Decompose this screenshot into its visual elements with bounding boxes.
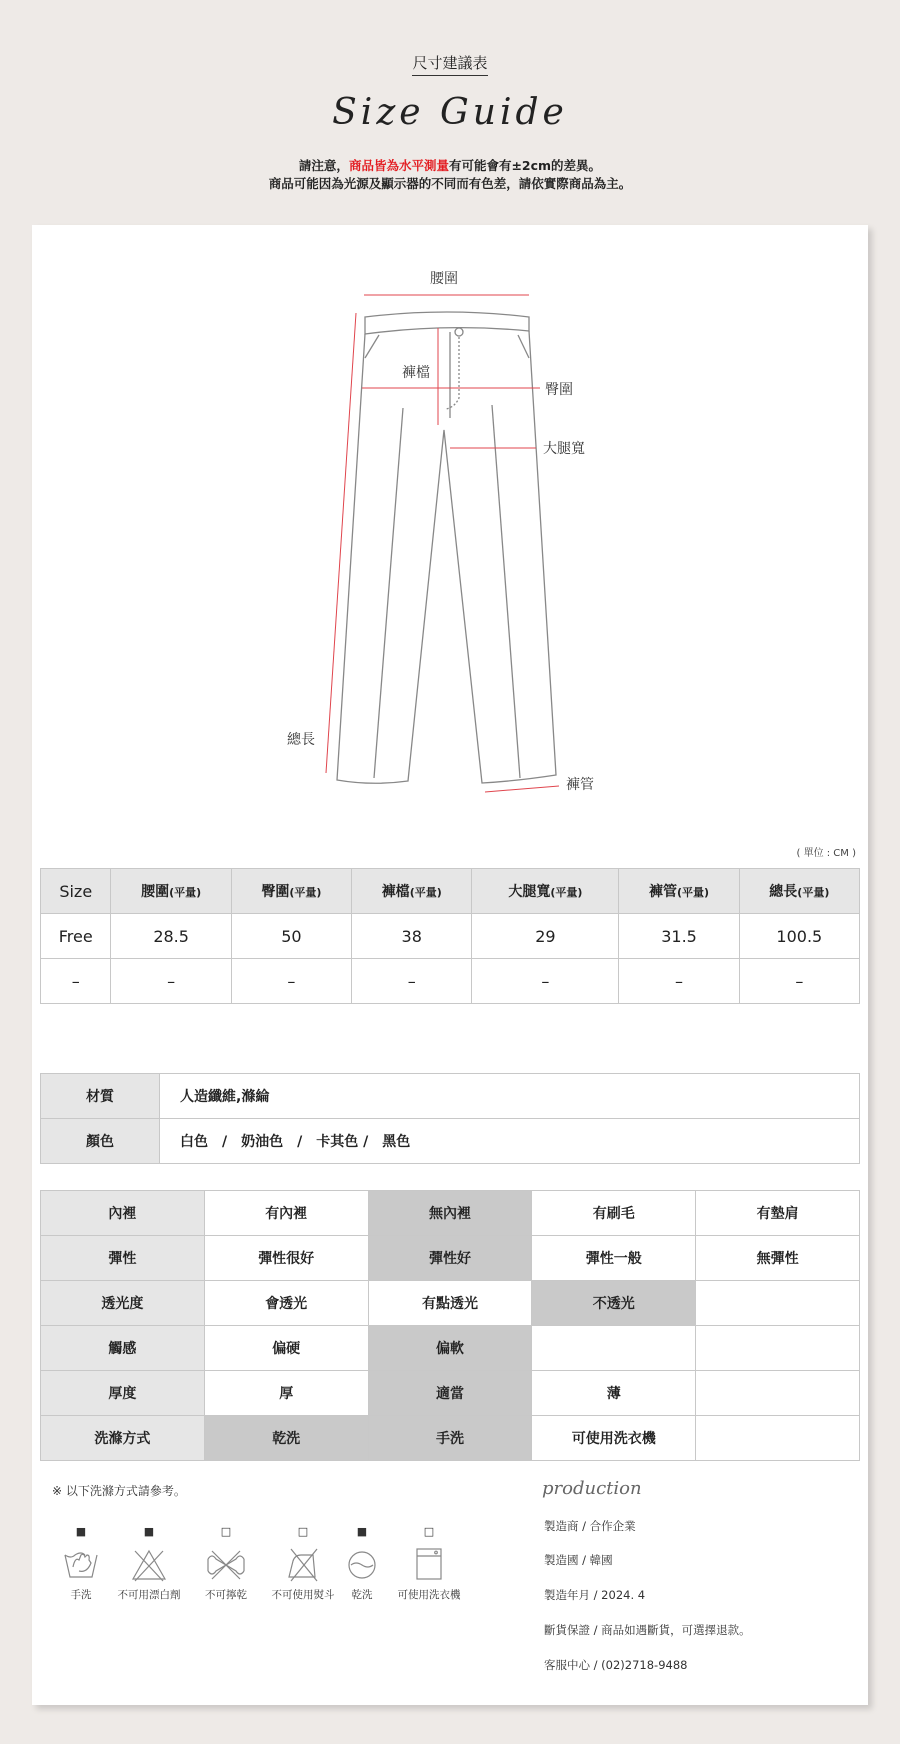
table-cell: –	[739, 959, 859, 1004]
color-note: 商品可能因為光源及顯示器的不同而有色差，請依實際商品為主。	[268, 176, 632, 191]
hem-label: 褲管	[566, 777, 594, 793]
care-label: 不可使用熨斗	[271, 1589, 335, 1601]
table-cell: –	[41, 959, 111, 1004]
color-row	[41, 1119, 860, 1164]
feature-row	[41, 1281, 860, 1326]
table-cell: –	[231, 959, 351, 1004]
color-label: 顏色	[41, 1119, 160, 1164]
feature-option	[696, 1281, 860, 1326]
care-checkbox: □	[220, 1525, 232, 1538]
care-label: 不可用漂白劑	[117, 1589, 181, 1601]
feature-option	[696, 1371, 860, 1416]
size-guide-card	[32, 225, 868, 1705]
feature-label: 透光度	[41, 1281, 205, 1326]
feature-option	[696, 1326, 860, 1371]
feature-option: 有內裡	[204, 1191, 368, 1236]
feature-option: 可使用洗衣機	[532, 1416, 696, 1461]
feature-option	[696, 1416, 860, 1461]
table-cell: –	[352, 959, 472, 1004]
feature-option: 無彈性	[696, 1236, 860, 1281]
hem-header-cell: 褲管(平量)	[619, 869, 739, 914]
table-row	[41, 959, 860, 1004]
feature-label: 洗滌方式	[41, 1416, 205, 1461]
pants-diagram	[32, 225, 868, 825]
size-table	[40, 868, 860, 1004]
thigh-label: 大腿寬	[543, 441, 585, 457]
care-checkbox: □	[297, 1525, 309, 1538]
rise-header-cell: 褲檔(平量)	[352, 869, 472, 914]
size-table-header-row	[41, 869, 860, 914]
material-table	[40, 1073, 860, 1164]
feature-option: 有刷毛	[532, 1191, 696, 1236]
feature-row	[41, 1371, 860, 1416]
feature-option: 乾洗	[204, 1416, 368, 1461]
feature-option: 無內裡	[368, 1191, 532, 1236]
table-cell: 38	[352, 914, 472, 959]
feature-label: 厚度	[41, 1371, 205, 1416]
feature-row	[41, 1191, 860, 1236]
size-header-cell: Size	[41, 869, 111, 914]
table-cell: 50	[231, 914, 351, 959]
hip-label: 臀圍	[545, 382, 573, 398]
table-cell: –	[619, 959, 739, 1004]
feature-option: 偏軟	[368, 1326, 532, 1371]
measurement-note: 請注意，商品皆為水平測量有可能會有±2cm的差異。	[298, 158, 602, 173]
features-table	[40, 1190, 860, 1461]
feature-option: 有墊肩	[696, 1191, 860, 1236]
table-cell: Free	[41, 914, 111, 959]
manufacturer-info: 製造商 / 合作企業	[544, 1519, 636, 1533]
length-label: 總長	[287, 732, 315, 748]
page-subtitle: 尺寸建議表	[0, 52, 900, 73]
table-cell: 100.5	[739, 914, 859, 959]
care-checkbox: ■	[143, 1525, 155, 1538]
country-info: 製造國 / 韓國	[544, 1553, 613, 1567]
care-label: 手洗	[70, 1589, 92, 1601]
feature-option	[532, 1326, 696, 1371]
feature-option: 彈性一般	[532, 1236, 696, 1281]
table-row	[41, 914, 860, 959]
feature-option: 會透光	[204, 1281, 368, 1326]
feature-option: 彈性很好	[204, 1236, 368, 1281]
washing-machine-icon	[384, 1545, 474, 1585]
care-checkbox: ■	[356, 1525, 368, 1538]
feature-label: 觸感	[41, 1326, 205, 1371]
material-label: 材質	[41, 1074, 160, 1119]
page-title: Size Guide	[332, 92, 568, 133]
hip-header-cell: 臀圍(平量)	[231, 869, 351, 914]
care-label: 可使用洗衣機	[397, 1589, 461, 1601]
material-value: 人造纖維,滌綸	[160, 1074, 860, 1119]
thigh-header-cell: 大腿寬(平量)	[472, 869, 619, 914]
feature-option: 薄	[532, 1371, 696, 1416]
color-value: 白色 / 奶油色 / 卡其色 / 黑色	[160, 1119, 860, 1164]
feature-option: 手洗	[368, 1416, 532, 1461]
care-label: 乾洗	[351, 1589, 373, 1601]
care-note: ※ 以下洗滌方式請參考。	[52, 1484, 186, 1498]
rise-label: 褲檔	[402, 365, 430, 381]
feature-row	[41, 1326, 860, 1371]
table-cell: –	[111, 959, 231, 1004]
feature-option: 不透光	[532, 1281, 696, 1326]
guarantee-info: 斷貨保證 / 商品如遇斷貨，可選擇退款。	[544, 1623, 751, 1637]
feature-option: 偏硬	[204, 1326, 368, 1371]
material-row	[41, 1074, 860, 1119]
feature-row	[41, 1416, 860, 1461]
care-label: 不可擰乾	[205, 1589, 247, 1601]
measurement-note-highlight: 商品皆為水平測量	[348, 158, 449, 173]
care-checkbox: ■	[75, 1525, 87, 1538]
feature-option: 適當	[368, 1371, 532, 1416]
customer-service-info: 客服中心 / (02)2718-9488	[544, 1658, 688, 1672]
waist-header-cell: 腰圍(平量)	[111, 869, 231, 914]
unit-label: ( 單位 : CM )	[796, 848, 856, 859]
feature-label: 內裡	[41, 1191, 205, 1236]
feature-row	[41, 1236, 860, 1281]
table-cell: 28.5	[111, 914, 231, 959]
table-cell: 31.5	[619, 914, 739, 959]
care-checkbox: □	[423, 1525, 435, 1538]
production-title: production	[542, 1478, 642, 1499]
length-header-cell: 總長(平量)	[739, 869, 859, 914]
feature-option: 厚	[204, 1371, 368, 1416]
feature-option: 有點透光	[368, 1281, 532, 1326]
date-info: 製造年月 / 2024. 4	[544, 1588, 646, 1602]
feature-label: 彈性	[41, 1236, 205, 1281]
waist-label: 腰圍	[430, 271, 458, 287]
table-cell: –	[472, 959, 619, 1004]
care-item-washing-machine	[384, 1525, 474, 1602]
table-cell: 29	[472, 914, 619, 959]
feature-option: 彈性好	[368, 1236, 532, 1281]
